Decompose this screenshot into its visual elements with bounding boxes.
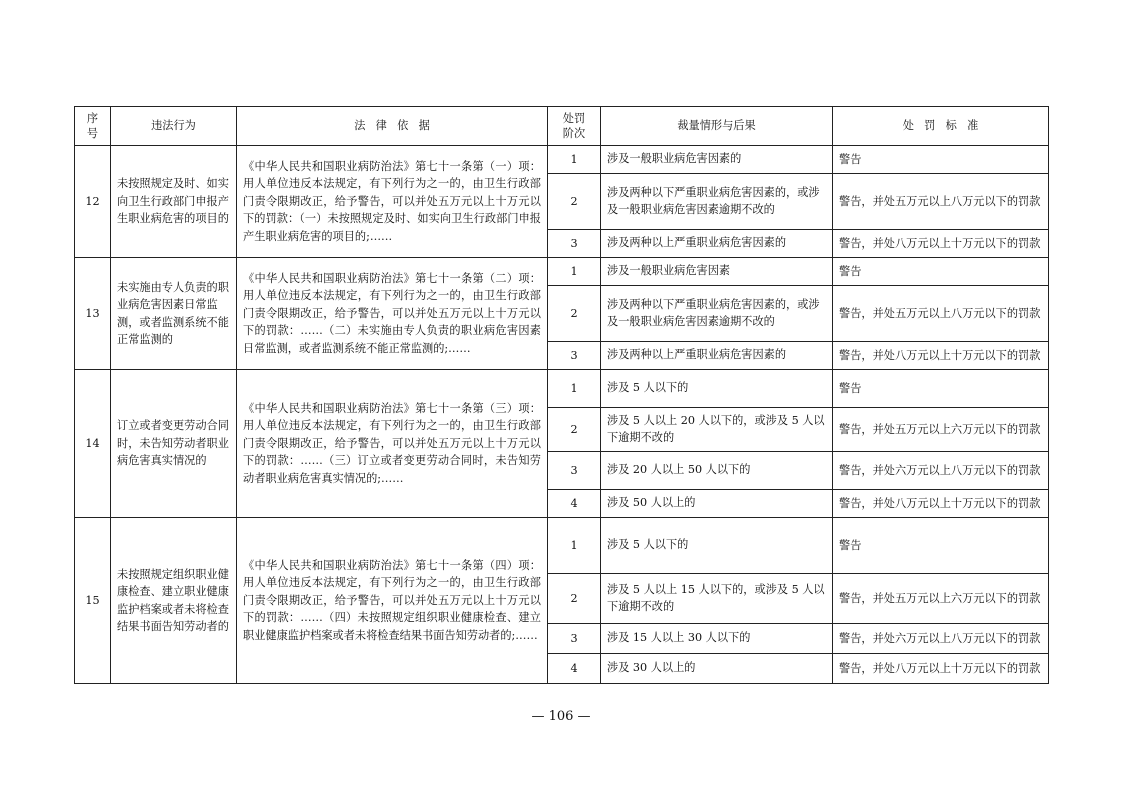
legal-basis-cell: 《中华人民共和国职业病防治法》第七十一条第（一）项：用人单位违反本法规定，有下列行为之一的，由卫生行政部门责令限期改正，给予警告，可以并处五万元以上十万元以下的罚款：（一）未按照规定及时、如实向卫生行政部门申报产生职业病危害的项目的;…… [237,146,548,258]
circumstance-cell: 涉及 5 人以下的 [601,518,833,574]
penalty-standard-cell: 警告，并处八万元以上十万元以下的罚款 [833,342,1049,370]
penalty-standard-cell: 警告，并处八万元以上十万元以下的罚款 [833,654,1049,684]
penalty-standard-cell: 警告，并处八万元以上十万元以下的罚款 [833,230,1049,258]
penalty-standard-cell: 警告 [833,258,1049,286]
header-violation: 违法行为 [111,107,237,146]
table-row [75,258,1049,286]
circumstance-cell: 涉及 15 人以上 30 人以下的 [601,624,833,654]
penalty-level-cell: 4 [548,654,601,684]
penalty-standard-cell: 警告，并处六万元以上八万元以下的罚款 [833,452,1049,490]
penalty-level-cell: 3 [548,452,601,490]
table-body [75,146,1049,684]
table-row [75,518,1049,574]
legal-basis-cell: 《中华人民共和国职业病防治法》第七十一条第（四）项：用人单位违反本法规定，有下列行为之一的，由卫生行政部门责令限期改正，给予警告，可以并处五万元以上十万元以下的罚款：……（四）未按照规定组织职业健康检查、建立职业健康监护档案或者未将检查结果书面告知劳动者的;…… [237,518,548,684]
penalty-standard-cell: 警告 [833,370,1049,408]
circumstance-cell: 涉及一般职业病危害因素的 [601,146,833,174]
penalty-level-cell: 3 [548,342,601,370]
row-number: 15 [75,518,111,684]
penalty-level-cell: 1 [548,518,601,574]
penalty-level-cell: 3 [548,230,601,258]
penalty-level-cell: 2 [548,286,601,342]
circumstance-cell: 涉及 30 人以上的 [601,654,833,684]
penalty-standard-table [74,106,1049,684]
violation-cell: 未实施由专人负责的职业病危害因素日常监测，或者监测系统不能正常监测的 [111,258,237,370]
penalty-level-cell: 3 [548,624,601,654]
violation-cell: 未按照规定及时、如实向卫生行政部门申报产生职业病危害的项目的 [111,146,237,258]
penalty-standard-cell: 警告，并处六万元以上八万元以下的罚款 [833,624,1049,654]
legal-basis-cell: 《中华人民共和国职业病防治法》第七十一条第（三）项：用人单位违反本法规定，有下列行为之一的，由卫生行政部门责令限期改正，给予警告，可以并处五万元以上十万元以下的罚款：……（三）订立或者变更劳动合同时，未告知劳动者职业病危害真实情况的;…… [237,370,548,518]
row-number: 14 [75,370,111,518]
penalty-standard-cell: 警告，并处五万元以上六万元以下的罚款 [833,574,1049,624]
header-legal-basis: 法 律 依 据 [237,107,548,146]
table-header-row [75,107,1049,146]
penalty-standard-cell: 警告 [833,146,1049,174]
legal-basis-cell: 《中华人民共和国职业病防治法》第七十一条第（二）项：用人单位违反本法规定，有下列行为之一的，由卫生行政部门责令限期改正，给予警告，可以并处五万元以上十万元以下的罚款：……（二）未实施由专人负责的职业病危害因素日常监测，或者监测系统不能正常监测的;…… [237,258,548,370]
penalty-level-cell: 2 [548,174,601,230]
header-penalty-level: 处罚阶次 [548,107,601,146]
header-standard: 处 罚 标 准 [833,107,1049,146]
penalty-level-cell: 1 [548,370,601,408]
row-number: 12 [75,146,111,258]
penalty-standard-cell: 警告，并处五万元以上六万元以下的罚款 [833,408,1049,452]
circumstance-cell: 涉及两种以下严重职业病危害因素的，或涉及一般职业病危害因素逾期不改的 [601,174,833,230]
penalty-level-cell: 1 [548,146,601,174]
circumstance-cell: 涉及两种以上严重职业病危害因素的 [601,230,833,258]
penalty-level-cell: 2 [548,408,601,452]
circumstance-cell: 涉及 5 人以上 15 人以下的，或涉及 5 人以下逾期不改的 [601,574,833,624]
circumstance-cell: 涉及 5 人以下的 [601,370,833,408]
circumstance-cell: 涉及 50 人以上的 [601,490,833,518]
violation-cell: 未按照规定组织职业健康检查、建立职业健康监护档案或者未将检查结果书面告知劳动者的 [111,518,237,684]
header-seq: 序号 [75,107,111,146]
circumstance-cell: 涉及两种以下严重职业病危害因素的，或涉及一般职业病危害因素逾期不改的 [601,286,833,342]
penalty-standard-cell: 警告，并处五万元以上八万元以下的罚款 [833,174,1049,230]
penalty-level-cell: 1 [548,258,601,286]
page-number: — 106 — [531,709,591,724]
circumstance-cell: 涉及 20 人以上 50 人以下的 [601,452,833,490]
circumstance-cell: 涉及两种以上严重职业病危害因素的 [601,342,833,370]
penalty-standard-cell: 警告 [833,518,1049,574]
penalty-level-cell: 2 [548,574,601,624]
row-number: 13 [75,258,111,370]
penalty-standard-cell: 警告，并处八万元以上十万元以下的罚款 [833,490,1049,518]
circumstance-cell: 涉及 5 人以上 20 人以下的，或涉及 5 人以下逾期不改的 [601,408,833,452]
header-circumstance: 裁量情形与后果 [601,107,833,146]
table-row [75,370,1049,408]
table-row [75,146,1049,174]
circumstance-cell: 涉及一般职业病危害因素 [601,258,833,286]
penalty-standard-cell: 警告，并处五万元以上八万元以下的罚款 [833,286,1049,342]
violation-cell: 订立或者变更劳动合同时，未告知劳动者职业病危害真实情况的 [111,370,237,518]
penalty-level-cell: 4 [548,490,601,518]
